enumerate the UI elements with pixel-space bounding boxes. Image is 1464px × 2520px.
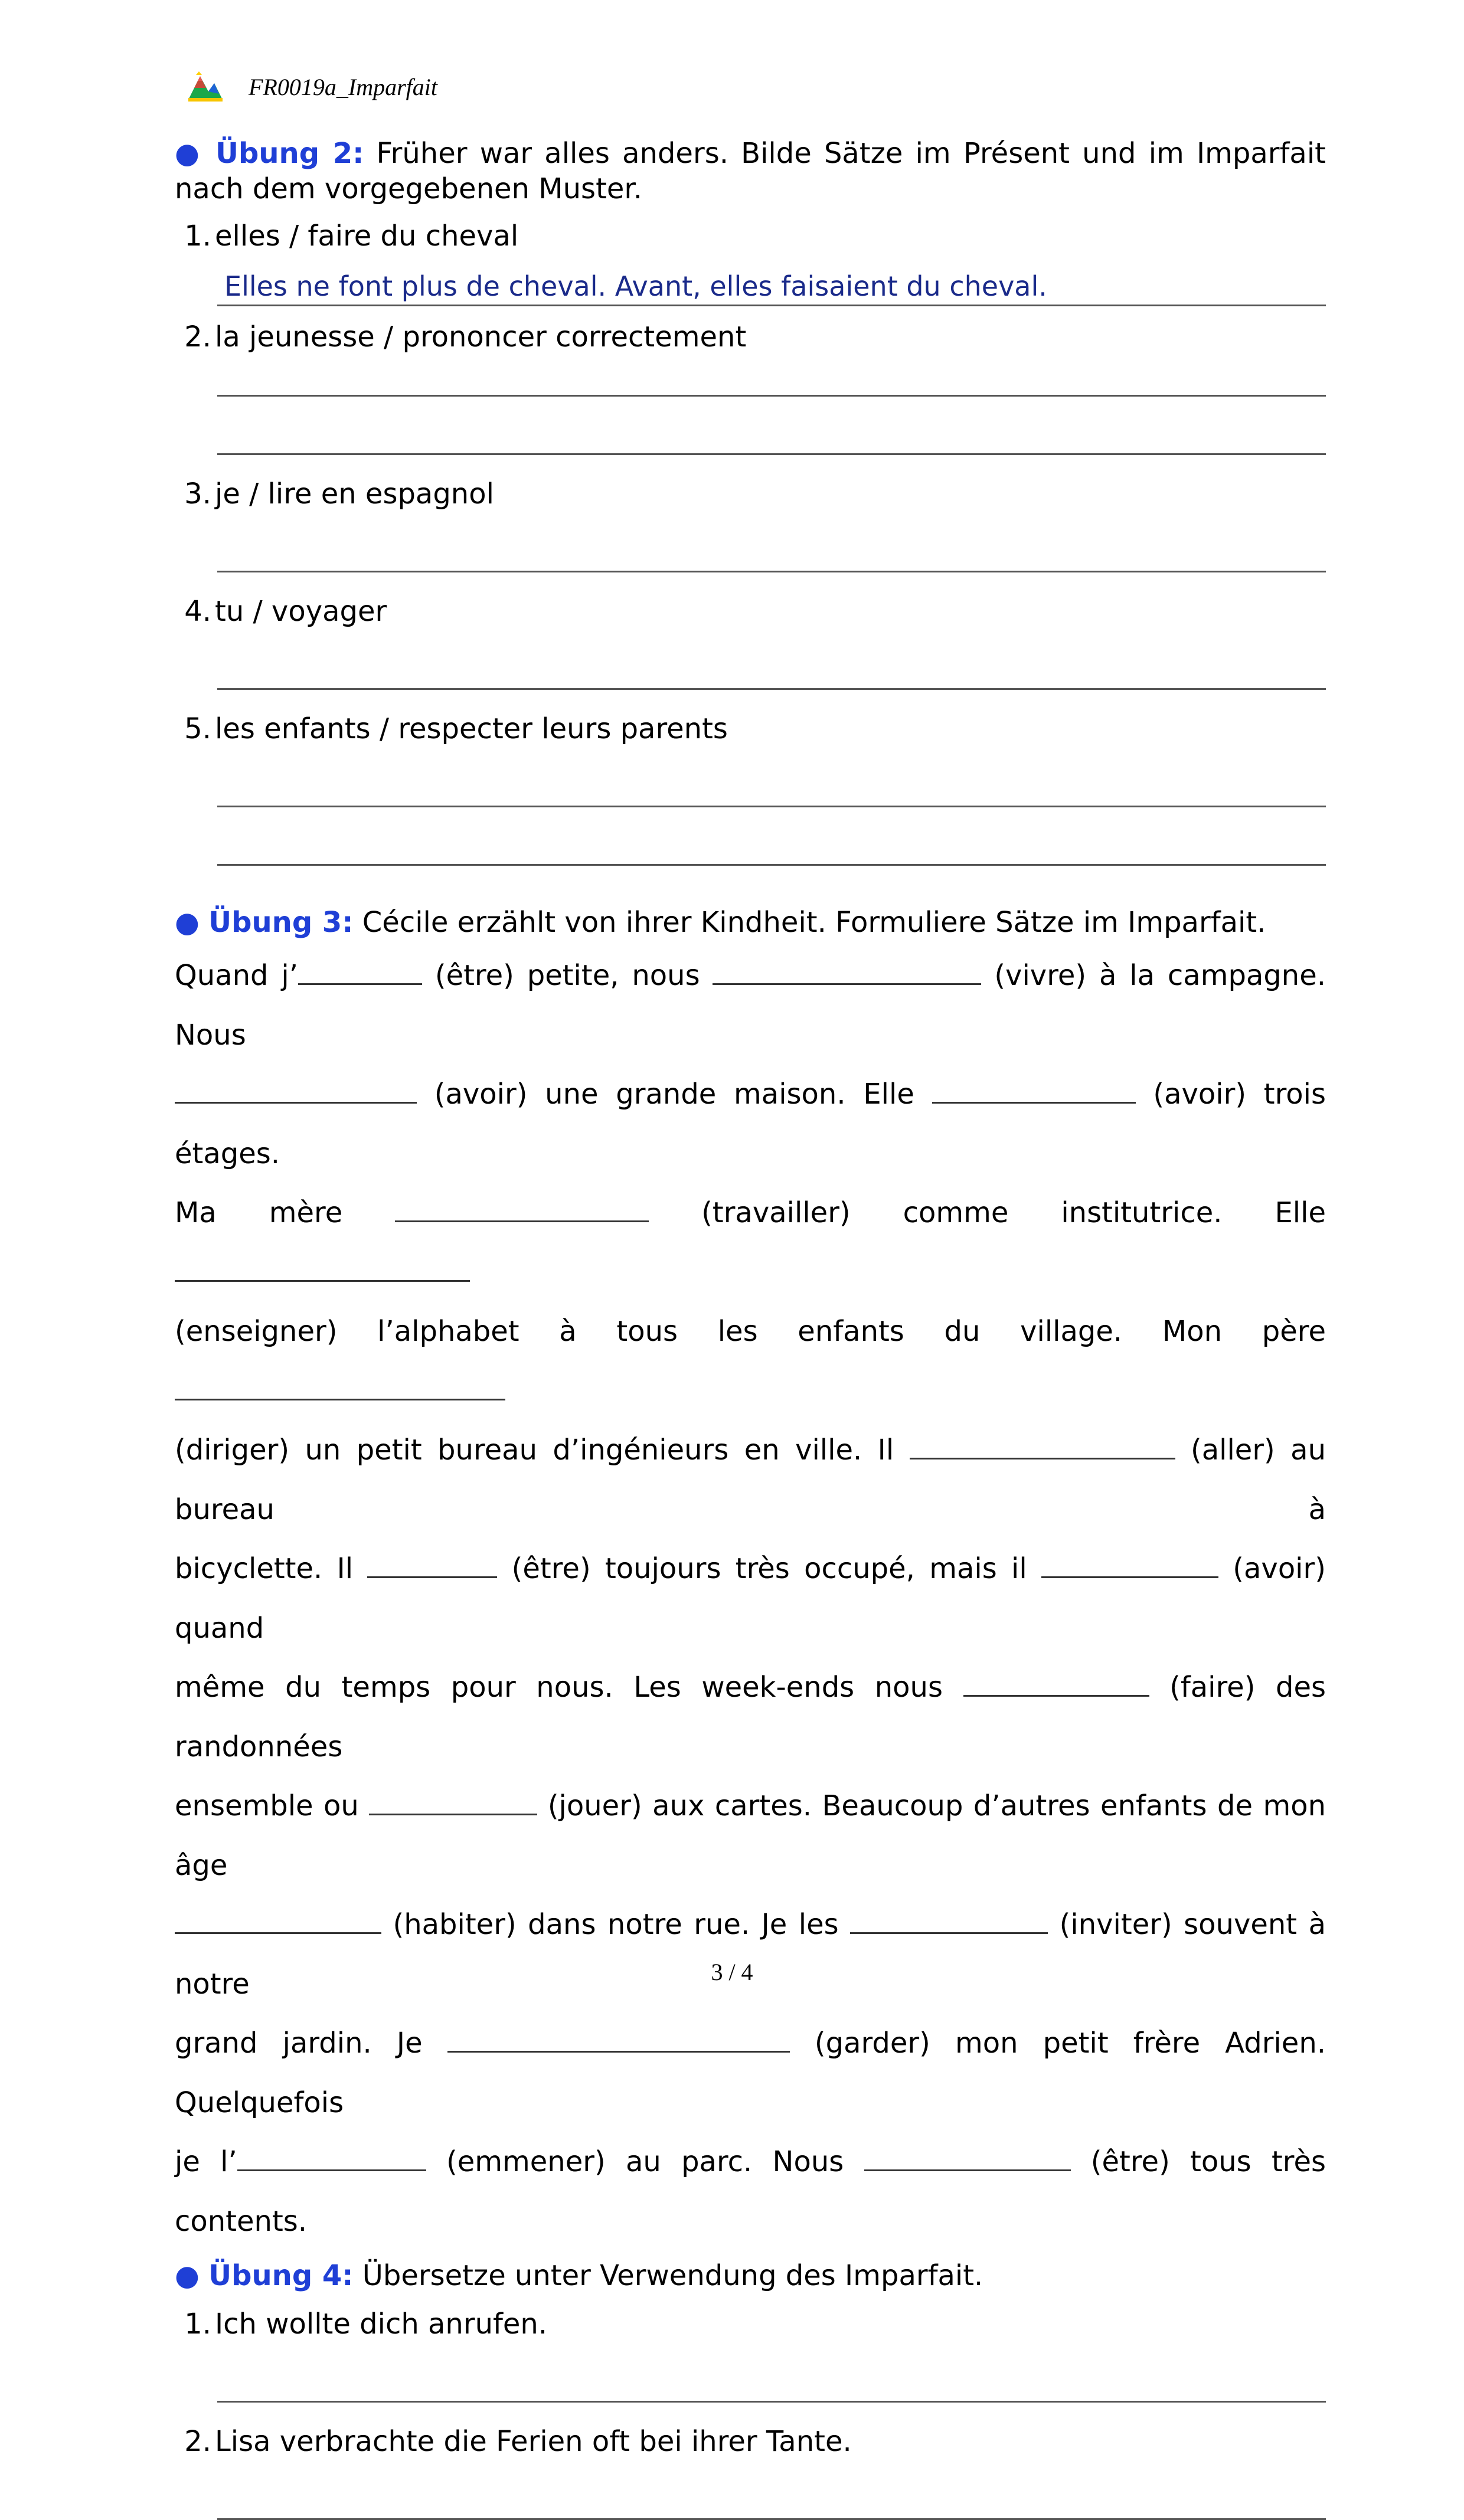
page-number: 3 / 4 <box>711 1959 753 1985</box>
exercise-4-heading <box>175 2258 1326 2293</box>
translation-line-1[interactable] <box>217 2342 1326 2403</box>
blank-input[interactable] <box>850 1910 1048 1934</box>
blank-input[interactable] <box>298 961 422 985</box>
blank-input[interactable] <box>910 1435 1175 1459</box>
exercise-2-item-2: 2. la jeunesse / prononcer correctement <box>184 320 747 354</box>
exercise-4-item-2: 2. Lisa verbrachte die Ferien oft bei ihrer Tante. <box>184 2425 852 2458</box>
exercise-2-instruction: Früher war alles anders. Bilde Sätze im Présent und im Imparfait nach dem vorgegebenen Muster. <box>175 137 1326 205</box>
exercise-3-instruction: Cécile erzählt von ihrer Kindheit. Formuliere Sätze im Imparfait. <box>362 906 1266 939</box>
blank-input[interactable] <box>175 1258 470 1282</box>
blank-input[interactable] <box>395 1198 649 1222</box>
document-title: FR0019a_Imparfait <box>249 73 437 100</box>
page-header <box>186 66 437 107</box>
exercise-3-label: Übung 3: <box>208 906 354 939</box>
blank-input[interactable] <box>175 1079 417 1104</box>
blank-input[interactable] <box>864 2147 1071 2171</box>
exercise-3-heading <box>175 905 1326 940</box>
exercise-2-label: Übung 2: <box>215 137 364 170</box>
blank-input[interactable] <box>367 1554 497 1578</box>
answer-line-3[interactable] <box>217 512 1326 572</box>
bullet-icon: ● <box>175 137 203 170</box>
exercise-2-item-3: 3. je / lire en espagnol <box>184 477 494 510</box>
worksheet <box>175 136 1326 2520</box>
exercise-4-label: Übung 4: <box>208 2259 354 2292</box>
answer-line-5a[interactable] <box>217 747 1326 807</box>
blank-input[interactable] <box>1041 1554 1218 1578</box>
answer-line-2b[interactable] <box>217 397 1326 455</box>
answer-line-4[interactable] <box>217 629 1326 690</box>
blank-input[interactable] <box>963 1673 1149 1697</box>
handwritten-answer: Elles ne font plus de cheval. Avant, elles faisaient du cheval. <box>224 270 1047 302</box>
exercise-2-item-4: 4. tu / voyager <box>184 595 387 628</box>
blank-input[interactable] <box>175 1910 381 1934</box>
blank-input[interactable] <box>175 1376 505 1400</box>
cloze-text: Quand j’ (être) petite, nous (vivre) à la campagne. Nous (avoir) une grande maison. Elle (avoir) trois étages. Ma mère (travailler) comme institutrice. Elle (enseigner) l’alphabet à tous les enfants du village. Mon père (diriger) un petit bureau d’ingénieurs en ville. Il (aller) au bureau à bicyclette. Il (être) toujours très occupé, mais il (avoir) quand même du temps pour nous. Les week-ends nous (faire) des randonnées ensemble ou (jouer) aux cartes. Beaucoup d’autres enfants de mon âge (habiter) dans notre rue. Je les (inviter) souvent à notre grand jardin. Je (garder) mon petit frère Adrien. Quelquefois je l’ (emmener) au parc. Nous (être) tous très contents. <box>175 959 1326 2238</box>
answer-line-2a[interactable] <box>217 355 1326 397</box>
mountain-logo-icon <box>186 70 225 103</box>
blank-input[interactable] <box>237 2147 426 2171</box>
exercise-2-item-1: 1. elles / faire du cheval <box>184 220 519 253</box>
exercise-4-instruction: Übersetze unter Verwendung des Imparfait. <box>362 2259 983 2292</box>
blank-input[interactable] <box>932 1079 1136 1104</box>
bullet-icon: ● <box>175 906 200 939</box>
blank-input[interactable] <box>447 2028 790 2053</box>
exercise-4-item-1: 1. Ich wollte dich anrufen. <box>184 2308 548 2341</box>
blank-input[interactable] <box>369 1791 537 1815</box>
answer-line-1[interactable] <box>217 267 1326 306</box>
exercise-2-item-5: 5. les enfants / respecter leurs parents <box>184 712 728 745</box>
blank-input[interactable] <box>713 961 981 985</box>
bullet-icon: ● <box>175 2259 200 2292</box>
answer-line-5b[interactable] <box>217 807 1326 866</box>
translation-line-2[interactable] <box>217 2459 1326 2520</box>
exercise-2-heading <box>175 136 1326 207</box>
